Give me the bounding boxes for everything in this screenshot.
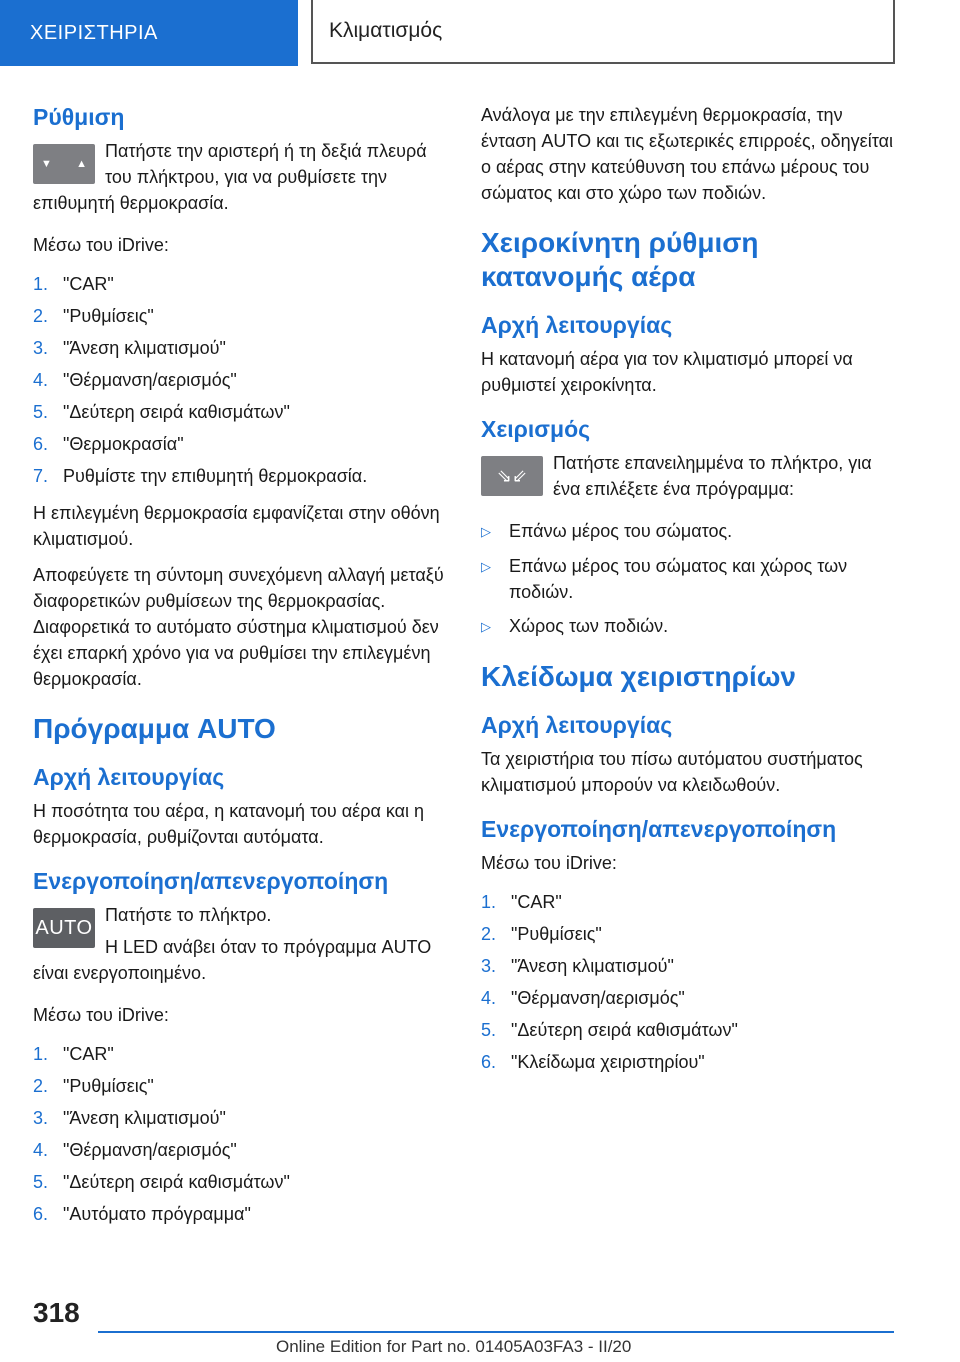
list-item: 5. "Δεύτερη σειρά καθισμάτων" <box>33 1172 290 1192</box>
auto-principle-heading: Αρχή λειτουργίας <box>33 764 225 790</box>
list-item: 7. Ρυθμίστε την επιθυμητή θερμοκρασία. <box>33 466 368 486</box>
air-distribution-intro: Ανάλογα με την επιλεγμένη θερμοκρασία, την ένταση AUTO και τις εξωτερικές επιρροές, οδηγείται ο αέρας στην κατεύθυνση του επάνω μέρους του σώματος και στο χώρο των ποδιών. <box>481 105 893 203</box>
arrow-down-icon: ▼ <box>41 158 52 170</box>
air-distribution-button-block <box>481 450 901 508</box>
list-item: 3. "Άνεση κλιματισμού" <box>33 1108 226 1128</box>
triangle-bullet-icon: ▷ <box>481 524 491 539</box>
temperature-display-note: Η επιλεγμένη θερμοκρασία εμφανίζεται στην οθόνη κλιματισμού. <box>33 503 440 549</box>
lock-principle-text: Τα χειριστήρια του πίσω αυτόματου συστήματος κλιματισμού μπορούν να κλειδωθούν. <box>481 749 863 795</box>
list-item: 3. "Άνεση κλιματισμού" <box>481 956 674 976</box>
triangle-bullet-icon: ▷ <box>481 559 491 574</box>
manual-distribution-heading: Χειροκίνητη ρύθμιση κατανομής αέρα <box>481 227 759 292</box>
auto-program-heading: Πρόγραμμα AUTO <box>33 713 276 744</box>
list-item: 2. "Ρυθμίσεις" <box>33 306 154 326</box>
list-item: ▷ Επάνω μέρος του σώματος και χώρος των ποδιών. <box>481 553 901 605</box>
air-distribution-icon: ⇘⇙ <box>496 465 528 486</box>
list-item: 1. "CAR" <box>33 1044 114 1064</box>
list-item: 4. "Θέρμανση/αερισμός" <box>33 1140 237 1160</box>
manual-principle-text: Η κατανομή αέρα για τον κλιματισμό μπορεί να ρυθμιστεί χειροκίνητα. <box>481 349 853 395</box>
list-item: 2. "Ρυθμίσεις" <box>33 1076 154 1096</box>
air-distribution-options <box>481 518 901 640</box>
page-number: 318 <box>33 1297 80 1328</box>
list-item: 4. "Θέρμανση/αερισμός" <box>481 988 685 1008</box>
auto-button-block <box>33 902 445 992</box>
auto-press-text: Πατήστε το πλήκτρο. <box>105 905 272 925</box>
lock-toggle-heading: Ενεργοποίηση/απενεργοποίηση <box>481 816 837 842</box>
edition-note: Online Edition for Part no. 01405A03FA3 - II/20 <box>276 1337 632 1356</box>
list-item: 1. "CAR" <box>481 892 562 912</box>
list-item: ▷ Επάνω μέρος του σώματος. <box>481 518 901 545</box>
list-item: 5. "Δεύτερη σειρά καθισμάτων" <box>481 1020 738 1040</box>
auto-button-image: AUTO <box>33 908 95 948</box>
auto-toggle-heading: Ενεργοποίηση/απενεργοποίηση <box>33 868 389 894</box>
footer-divider <box>98 1331 894 1333</box>
controls-lock-heading: Κλείδωμα χειριστηρίων <box>481 661 796 692</box>
idrive-intro: Μέσω του iDrive: <box>33 235 169 255</box>
auto-led-text: Η LED ανάβει όταν το πρόγραμμα AUTO είναι ενεργοποιημένο. <box>33 937 432 983</box>
manual-operation-text: Πατήστε επανειλημμένα το πλήκτρο, για ένα επιλέξετε ένα πρόγραμμα: <box>553 453 872 499</box>
section-tab: ΧΕΙΡΙΣΤΗΡΙΑ <box>0 0 298 66</box>
temperature-button-text: Πατήστε την αριστερή ή τη δεξιά πλευρά του πλήκτρου, για να ρυθμίσετε την επιθυμητή θερμοκρασία. <box>33 141 427 213</box>
air-distribution-button-image <box>481 456 543 496</box>
lock-steps <box>481 886 901 1078</box>
list-item: 6. "Κλείδωμα χειριστηρίου" <box>481 1052 705 1072</box>
temperature-setting-heading: Ρύθμιση <box>33 104 125 130</box>
list-item: 4. "Θέρμανση/αερισμός" <box>33 370 237 390</box>
temperature-button-block <box>33 138 445 222</box>
right-column <box>481 96 901 1086</box>
manual-principle-heading: Αρχή λειτουργίας <box>481 312 673 338</box>
list-item: 6. "Θερμοκρασία" <box>33 434 184 454</box>
page-header <box>0 0 960 66</box>
lock-idrive-intro: Μέσω του iDrive: <box>481 853 617 873</box>
arrow-up-icon: ▲ <box>76 158 87 170</box>
temperature-change-warning: Αποφεύγετε τη σύντομη συνεχόμενη αλλαγή μεταξύ διαφορετικών ρυθμίσεων της θερμοκρασίας. Διαφορετικά το αυτόματο σύστημα κλιματισμού δεν έχει επαρκή χρόνο για να ρυθμίσει την επιλεγμένη θερμοκρασία. <box>33 565 444 689</box>
left-column <box>33 96 445 1238</box>
list-item: ▷ Χώρος των ποδιών. <box>481 613 901 640</box>
list-item: 6. "Αυτόματο πρόγραμμα" <box>33 1204 251 1224</box>
list-item: 3. "Άνεση κλιματισμού" <box>33 338 226 358</box>
list-item: 1. "CAR" <box>33 274 114 294</box>
auto-principle-text: Η ποσότητα του αέρα, η κατανομή του αέρα και η θερμοκρασία, ρυθμίζονται αυτόματα. <box>33 801 425 847</box>
temperature-steps <box>33 268 445 492</box>
list-item: 5. "Δεύτερη σειρά καθισμάτων" <box>33 402 290 422</box>
chapter-title: Κλιματισμός <box>311 0 895 64</box>
manual-operation-heading: Χειρισμός <box>481 416 591 442</box>
lock-principle-heading: Αρχή λειτουργίας <box>481 712 673 738</box>
auto-steps <box>33 1038 445 1230</box>
temperature-rocker-button-image <box>33 144 95 184</box>
list-item: 2. "Ρυθμίσεις" <box>481 924 602 944</box>
triangle-bullet-icon: ▷ <box>481 619 491 634</box>
auto-idrive-intro: Μέσω του iDrive: <box>33 1005 169 1025</box>
